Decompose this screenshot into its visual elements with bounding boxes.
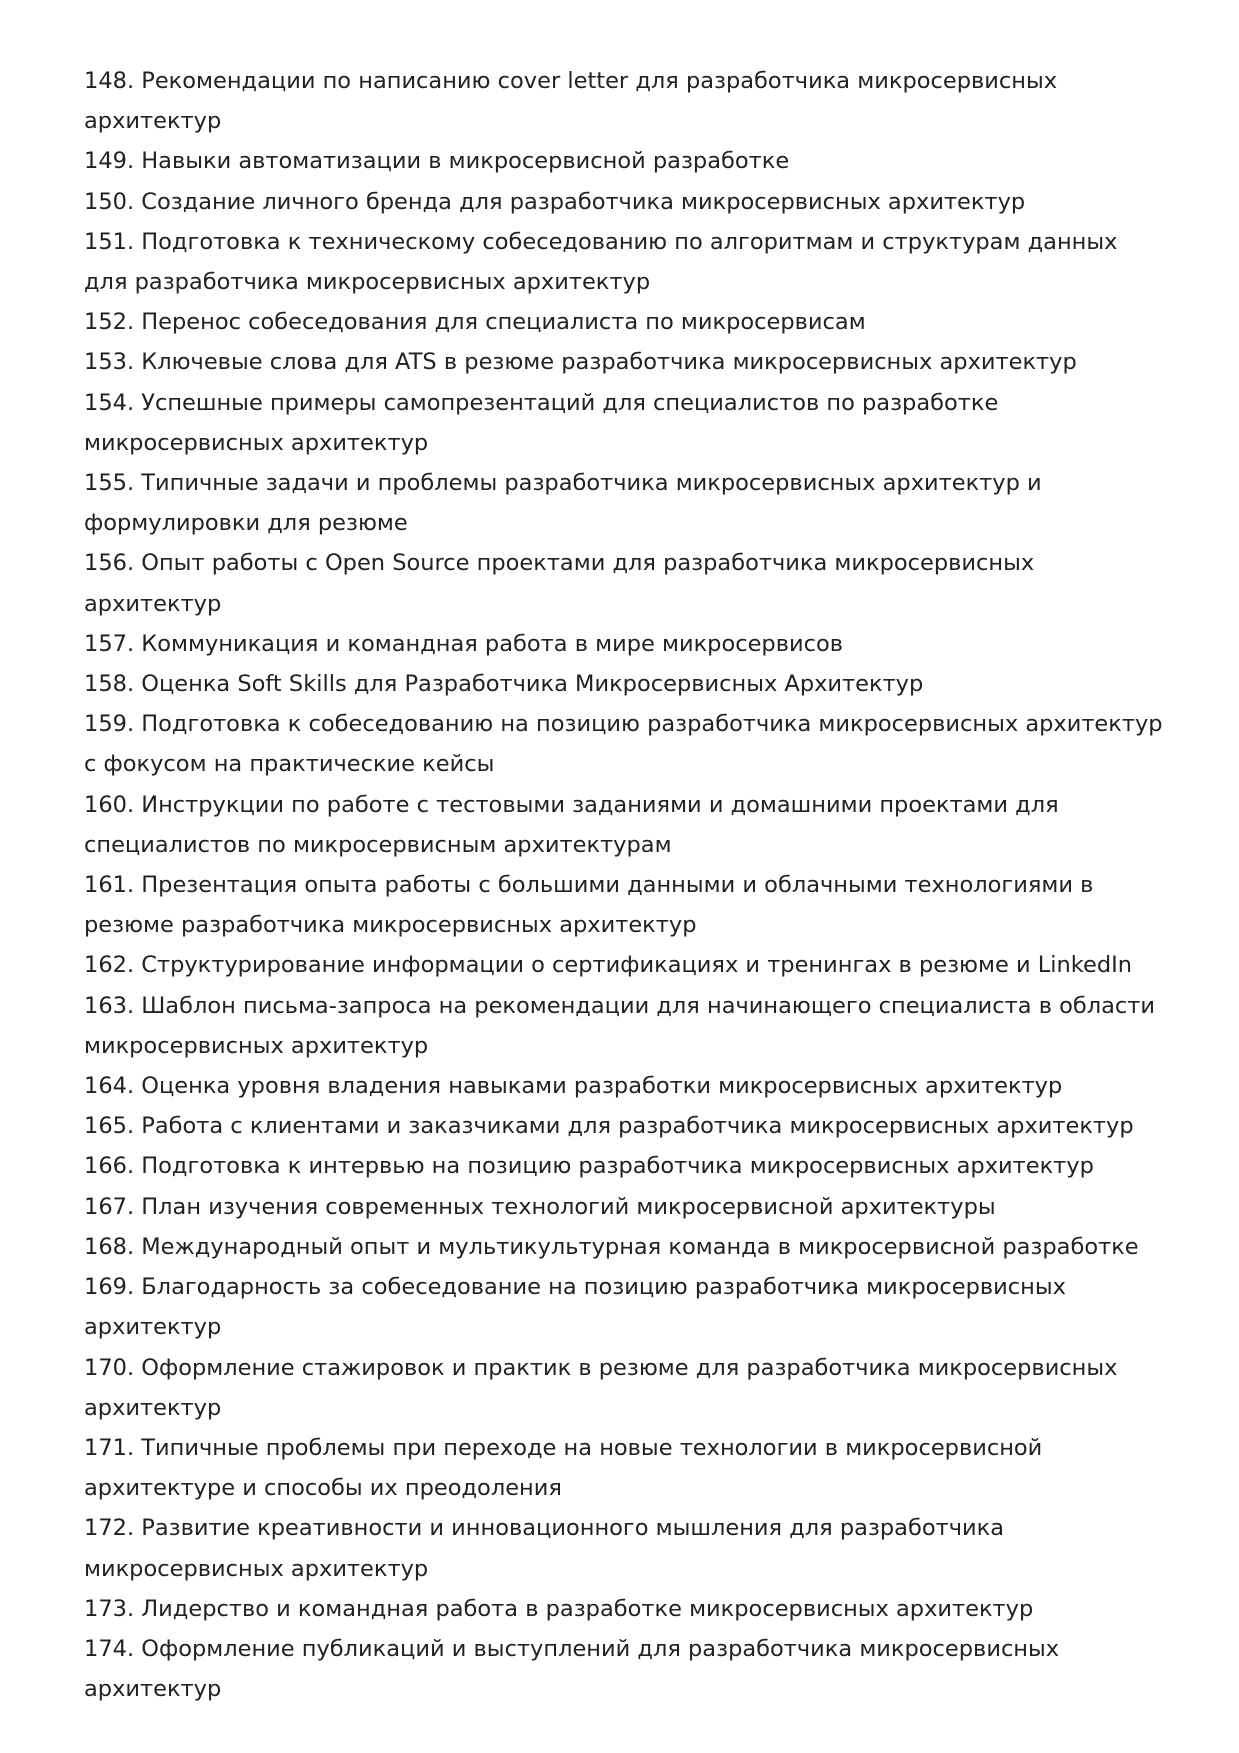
list-item: 157. Коммуникация и командная работа в мире микросервисов xyxy=(84,630,843,657)
list-item: 156. Опыт работы с Open Source проектами для разработчика микросервисных архитектур xyxy=(84,550,1035,617)
list-item: 148. Рекомендации по написанию cover letter для разработчика микросервисных архитектур xyxy=(84,68,1058,135)
list-item: 160. Инструкции по работе с тестовыми заданиями и домашними проектами для специалистов по микросервисным архитектурам xyxy=(84,791,1059,858)
list-item: 152. Перенос собеседования для специалиста по микросервисам xyxy=(84,309,866,336)
list-item: 149. Навыки автоматизации в микросервисной разработке xyxy=(84,148,790,175)
list-item: 168. Международный опыт и мультикультурная команда в микросервисной разработке xyxy=(84,1233,1139,1260)
list-item: 151. Подготовка к техническому собеседованию по алгоритмам и структурам данных для разработчика микросервисных архитектур xyxy=(84,228,1118,296)
list-item: 164. Оценка уровня владения навыками разработки микросервисных архитектур xyxy=(84,1073,1063,1100)
list-item: 165. Работа с клиентами и заказчиками для разработчика микросервисных архитектур xyxy=(84,1113,1134,1140)
list-item: 155. Типичные задачи и проблемы разработчика микросервисных архитектур и формулировки для резюме xyxy=(84,470,1042,537)
list-item: 174. Оформление публикаций и выступлений для разработчика микросервисных архитектур xyxy=(84,1635,1060,1703)
list-item: 154. Успешные примеры самопрезентаций для специалистов по разработке микросервисных архитектур xyxy=(84,389,999,456)
list-item: 173. Лидерство и командная работа в разработке микросервисных архитектур xyxy=(84,1595,1034,1622)
list-item: 153. Ключевые слова для ATS в резюме разработчика микросервисных архитектур xyxy=(84,349,1077,376)
list-item: 169. Благодарность за собеседование на позицию разработчика микросервисных архитектур xyxy=(84,1274,1066,1341)
list-item: 167. План изучения современных технологий микросервисной архитектуры xyxy=(84,1193,996,1220)
list-item: 150. Создание личного бренда для разработчика микросервисных архитектур xyxy=(84,188,1026,215)
list-item: 159. Подготовка к собеседованию на позицию разработчика микросервисных архитектур с фокусом на практические кейсы xyxy=(84,711,1163,778)
list-item: 158. Оценка Soft Skills для Разработчика Микросервисных Архитектур xyxy=(84,671,924,698)
topic-list xyxy=(84,61,1164,1709)
list-item: 163. Шаблон письма-запроса на рекомендации для начинающего специалиста в области микросервисных архитектур xyxy=(84,992,1156,1059)
list-item: 166. Подготовка к интервью на позицию разработчика микросервисных архитектур xyxy=(84,1153,1094,1180)
list-item: 171. Типичные проблемы при переходе на новые технологии в микросервисной архитектуре и способы их преодоления xyxy=(84,1434,1043,1502)
list-item: 172. Развитие креативности и инновационного мышления для разработчика микросервисных архитектур xyxy=(84,1515,1005,1582)
list-item: 161. Презентация опыта работы с большими данными и облачными технологиями в резюме разработчика микросервисных архитектур xyxy=(84,872,1094,939)
list-item: 162. Структурирование информации о сертификациях и тренингах в резюме и LinkedIn xyxy=(84,952,1133,979)
list-item: 170. Оформление стажировок и практик в резюме для разработчика микросервисных архитектур xyxy=(84,1354,1118,1421)
